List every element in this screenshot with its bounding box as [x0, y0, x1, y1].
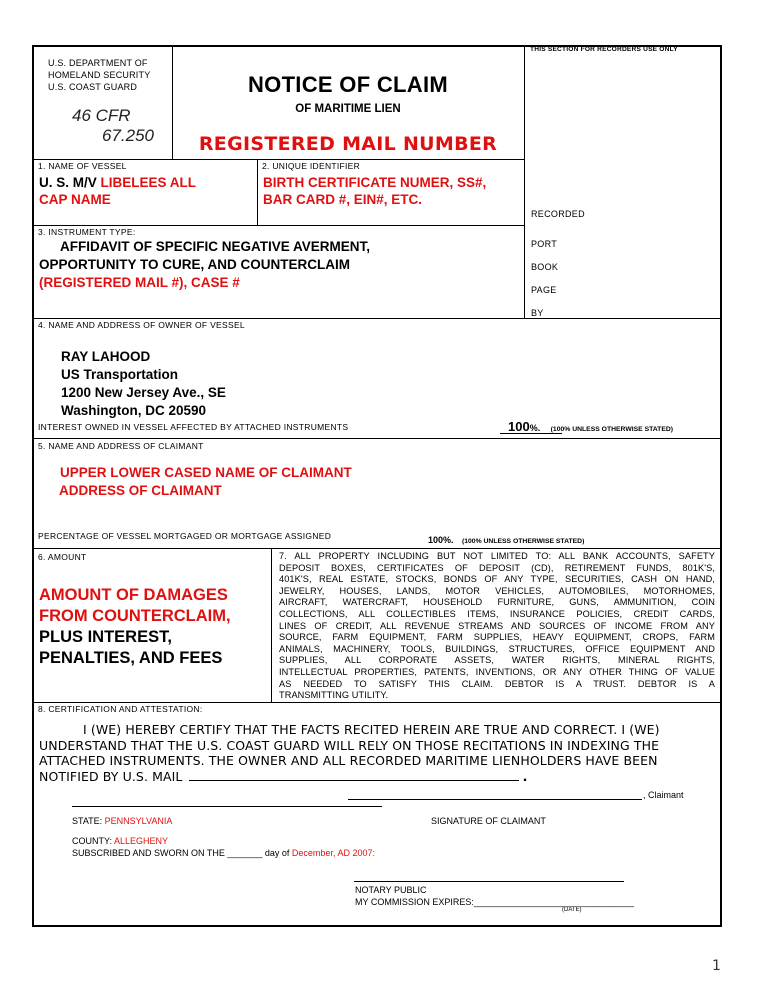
recorded-label: RECORDED	[531, 209, 585, 219]
notary-label: NOTARY PUBLIC	[355, 885, 427, 895]
cert-line: UNDERSTAND THAT THE U.S. COAST GUARD WILL RELY ON THOSE RECITATIONS IN INDEXING THE	[39, 737, 660, 753]
sworn-prefix: SUBSCRIBED AND SWORN ON THE _______ day of	[72, 848, 292, 858]
by-label: BY	[531, 308, 544, 318]
vessel-name-cont: CAP NAME	[39, 192, 111, 207]
agency-line: U.S. DEPARTMENT OF	[48, 58, 148, 68]
cert-line	[39, 769, 663, 785]
property-line: COLLECTIONS, ALL COLLECTIBLES ITEMS, INSURANCE POLICIES, CREDIT CARDS,	[279, 608, 715, 619]
amount-line: PLUS INTEREST,	[39, 628, 172, 646]
property-line: 7. ALL PROPERTY INCLUDING BUT NOT LIMITED TO: ALL BANK ACCOUNTS, SAFETY	[279, 551, 715, 561]
port-label: PORT	[531, 239, 558, 249]
vessel-name-label: 1. NAME OF VESSEL	[38, 161, 127, 171]
state-field	[72, 816, 172, 826]
cfr-title: 46 CFR	[72, 106, 131, 125]
recorder-note: THIS SECTION FOR RECORDERS USE ONLY	[530, 46, 678, 53]
date-label: (DATE)	[562, 907, 582, 913]
s6-s7-divider	[271, 548, 272, 703]
owner-line: Washington, DC 20590	[61, 403, 207, 418]
claimant-address	[60, 464, 352, 500]
agency-block	[48, 57, 150, 93]
property-line: LINES OF CREDIT, ALL REVENUE STREAMS AND SOURCES OF INCOME FROM ANY	[279, 620, 715, 631]
interest-underline	[500, 433, 562, 434]
instrument-type-label: 3. INSTRUMENT TYPE:	[38, 227, 136, 237]
divider-s5	[32, 438, 722, 439]
divider-s6	[32, 548, 722, 549]
identifier-line: BIRTH CERTIFICATE NUMER, SS#,	[263, 175, 487, 190]
amount-value	[39, 585, 231, 669]
mortgage-pct: 100%.	[428, 535, 454, 545]
cert-line: ATTACHED INSTRUMENTS. THE OWNER AND ALL RECORDED MARITIME LIENHOLDERS HAVE BEEN	[39, 753, 658, 769]
owner-line: 1200 New Jersey Ave., SE	[61, 385, 226, 400]
agency-line: HOMELAND SECURITY	[48, 70, 151, 80]
property-line: TRANSMITTING UTILITY.	[279, 690, 389, 701]
page-title: NOTICE OF CLAIM	[247, 72, 449, 97]
vessel-prefix: U. S. M/V	[39, 175, 101, 190]
property-line: ANIMALS, MACHINERY, TOOLS, BUILDINGS, STRUCTURES, OFFICE EQUIPMENT AND	[279, 643, 715, 654]
owner-label: 4. NAME AND ADDRESS OF OWNER OF VESSEL	[38, 320, 245, 330]
claimant-label: 5. NAME AND ADDRESS OF CLAIMANT	[38, 441, 204, 451]
state-label: STATE:	[72, 816, 105, 826]
certification-label: 8. CERTIFICATION AND ATTESTATION:	[38, 704, 203, 714]
page-subtitle: OF MARITIME LIEN	[295, 103, 401, 115]
owner-line: RAY LAHOOD	[61, 349, 151, 364]
instrument-line: OPPORTUNITY TO CURE, AND COUNTERCLAIM	[39, 257, 351, 272]
signature-claimant-label: SIGNATURE OF CLAIMANT	[431, 816, 546, 826]
property-line: AIRCRAFT, WATERCRAFT, HOUSEHOLD FURNITURE, GUNS, AMMUNITION, COIN	[279, 597, 715, 608]
county-field	[72, 836, 168, 846]
instrument-line: AFFIDAVIT OF SPECIFIC NEGATIVE AVERMENT,	[60, 239, 371, 254]
county-value: ALLEGHENY	[114, 836, 169, 846]
vessel-name: LIBELEES ALL	[100, 175, 197, 190]
recorder-divider	[524, 45, 525, 319]
mortgage-pct-note: (100% UNLESS OTHERWISE STATED)	[461, 538, 585, 545]
registered-mail-heading: REGISTERED MAIL NUMBER	[198, 133, 498, 155]
property-list	[279, 551, 715, 702]
amount-label: 6. AMOUNT	[38, 552, 87, 562]
owner-line: US Transportation	[61, 367, 179, 382]
sworn-field	[72, 848, 375, 858]
identifier-line: BAR CARD #, EIN#, ETC.	[263, 192, 423, 207]
claimant-address-line: ADDRESS OF CLAIMANT	[59, 483, 222, 498]
interest-owned-label: INTEREST OWNED IN VESSEL AFFECTED BY ATTACHED INSTRUMENTS	[38, 422, 349, 432]
divider-s4	[32, 318, 722, 319]
mail-blank	[189, 770, 519, 781]
cert-line: I (WE) HEREBY CERTIFY THAT THE FACTS RECITED HEREIN ARE TRUE AND CORRECT. I (WE)	[83, 722, 660, 737]
left-signature-line	[72, 806, 382, 807]
property-line: SUPPLIES, ALL CORPORATE ASSETS, WATER RIGHTS, MINERAL RIGHTS,	[279, 655, 715, 666]
mortgage-label: PERCENTAGE OF VESSEL MORTGAGED OR MORTGAGE ASSIGNED	[38, 531, 332, 541]
vessel-name-value	[39, 174, 196, 208]
book-label: BOOK	[531, 262, 559, 272]
claimant-signature-line	[348, 799, 642, 800]
cert-period: .	[522, 768, 528, 784]
interest-pct-suffix: %.	[529, 423, 541, 433]
property-line: INTELLECTUAL PROPERTIES, PATENTS, INVENTIONS, OR ANY OTHER THING OF VALUE	[279, 666, 715, 677]
interest-pct-note: (100% UNLESS OTHERWISE STATED)	[550, 426, 674, 433]
owner-address	[61, 348, 226, 420]
amount-line: PENALTIES, AND FEES	[39, 649, 223, 667]
interest-pct: 100	[508, 419, 530, 434]
divider-s8	[32, 702, 722, 703]
cfr-section: 67.250	[102, 126, 154, 145]
notary-signature-line	[354, 881, 624, 882]
property-line: 401K'S, REAL ESTATE, STOCKS, BONDS OF ANY TYPE, SECURITIES, CASH ON HAND,	[279, 574, 715, 585]
cert-notified: NOTIFIED BY U.S. MAIL	[39, 768, 183, 784]
state-value: PENNSYLVANIA	[104, 816, 173, 826]
commission-label: MY COMMISSION EXPIRES:________________________________	[355, 897, 635, 907]
claimant-suffix: , Claimant	[643, 790, 684, 800]
unique-identifier-value	[263, 174, 486, 208]
certification-text	[39, 722, 663, 784]
county-label: COUNTY:	[72, 836, 115, 846]
amount-line: FROM COUNTERCLAIM,	[39, 607, 231, 625]
agency-line: U.S. COAST GUARD	[48, 82, 138, 92]
instrument-line: (REGISTERED MAIL #), CASE #	[39, 275, 240, 290]
property-line: DEPOSIT BOXES, CERTIFICATES OF DEPOSIT (CD), RETIREMENT FUNDS, 801K'S,	[279, 562, 715, 573]
property-line: JEWELRY, HOUSES, LANDS, MOTOR VEHICLES, AUTOMOBILES, MOTORHOMES,	[279, 585, 715, 596]
amount-line: AMOUNT OF DAMAGES	[39, 586, 228, 604]
property-line: SOURCE, FARM EQUIPMENT, FARM SUPPLIES, HEAVY EQUIPMENT, CROPS, FARM	[279, 632, 715, 643]
page-number: 1	[712, 958, 721, 974]
unique-identifier-label: 2. UNIQUE IDENTIFIER	[262, 161, 361, 171]
property-line: AS NEEDED TO SATISFY THIS CLAIM. DEBTOR IS A TRUST. DEBTOR IS A	[279, 678, 715, 689]
mortgage-value	[428, 530, 584, 548]
divider-header	[32, 159, 524, 160]
claimant-name: UPPER LOWER CASED NAME OF CLAIMANT	[60, 465, 352, 480]
instrument-type-value	[39, 238, 370, 292]
cfr-reference	[72, 106, 154, 146]
sworn-date: December, AD 2007:	[291, 848, 375, 858]
divider-s3	[32, 225, 524, 226]
s1-s2-divider	[257, 159, 258, 226]
page-label: PAGE	[531, 285, 557, 295]
